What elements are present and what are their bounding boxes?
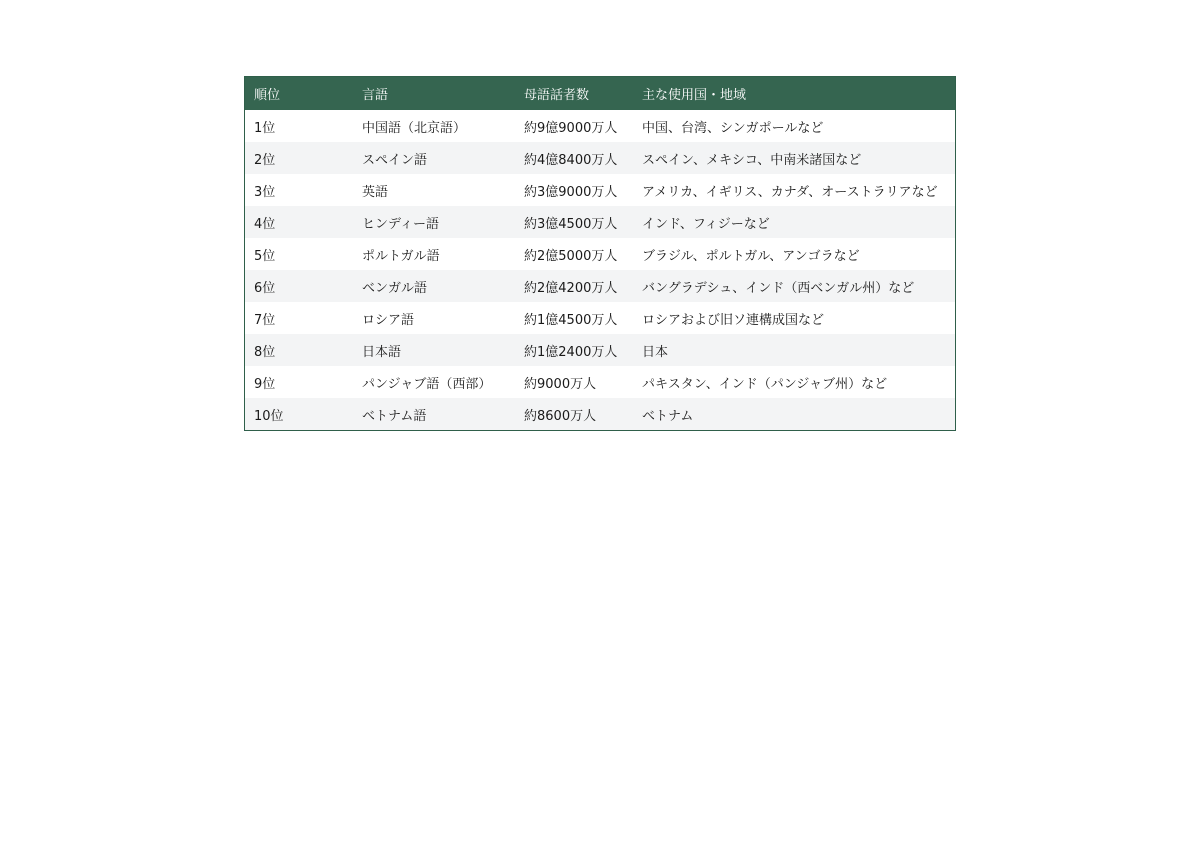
cell-regions: パキスタン、インド（パンジャブ州）など [642,376,888,392]
cell-regions: バングラデシュ、インド（西ベンガル州）など [642,280,915,296]
cell-language: 中国語（北京語） [362,120,467,136]
cell-native-speakers: 約3億4500万人 [524,216,618,232]
cell-language: ベトナム語 [362,408,427,424]
cell-language: 日本語 [362,344,402,360]
header-regions: 主な使用国・地域 [642,88,747,103]
cell-native-speakers: 約8600万人 [524,408,597,424]
cell-native-speakers: 約9億9000万人 [524,120,618,136]
cell-language: ポルトガル語 [362,248,440,264]
cell-rank: 4位 [254,216,276,232]
cell-rank: 6位 [254,280,276,296]
cell-regions: ロシアおよび旧ソ連構成国など [642,312,825,328]
cell-regions: インド、フィジーなど [642,216,770,232]
cell-language: パンジャブ語（西部） [362,376,492,392]
cell-rank: 9位 [254,376,276,392]
cell-native-speakers: 約2億5000万人 [524,248,618,264]
header-rank: 順位 [254,88,281,103]
header-language: 言語 [362,88,389,103]
cell-rank: 3位 [254,184,276,200]
cell-native-speakers: 約4億8400万人 [524,152,618,168]
cell-native-speakers: 約3億9000万人 [524,184,618,200]
cell-language: ヒンディー語 [362,216,439,232]
table-row [245,270,955,302]
cell-rank: 7位 [254,312,276,328]
table-header-row [245,77,955,110]
cell-rank: 8位 [254,344,276,360]
table-row [245,238,955,270]
cell-regions: 中国、台湾、シンガポールなど [642,120,824,136]
cell-rank: 10位 [254,408,284,424]
table-row [245,110,955,142]
cell-regions: 日本 [642,344,669,360]
table-row [245,174,955,206]
cell-language: 英語 [362,184,389,200]
table-header [245,77,955,110]
header-native-speakers: 母語話者数 [524,88,590,103]
cell-rank: 5位 [254,248,276,264]
table-body [245,110,955,430]
table-row [245,142,955,174]
cell-rank: 2位 [254,152,276,168]
language-ranking-table [245,77,955,430]
table-row [245,334,955,366]
cell-rank: 1位 [254,120,276,136]
cell-native-speakers: 約2億4200万人 [524,280,618,296]
cell-native-speakers: 約9000万人 [524,376,597,392]
language-ranking-table-container [244,76,956,431]
table-row [245,302,955,334]
table-row [245,206,955,238]
cell-regions: スペイン、メキシコ、中南米諸国など [642,152,862,168]
cell-regions: ベトナム [642,408,694,424]
cell-language: ロシア語 [362,312,415,328]
cell-native-speakers: 約1億2400万人 [524,344,618,360]
cell-language: スペイン語 [362,152,428,168]
table-row [245,366,955,398]
cell-native-speakers: 約1億4500万人 [524,312,618,328]
cell-regions: ブラジル、ポルトガル、アンゴラなど [642,248,860,264]
cell-regions: アメリカ、イギリス、カナダ、オーストラリアなど [642,184,938,200]
cell-language: ベンガル語 [362,280,428,296]
table-row [245,398,955,430]
